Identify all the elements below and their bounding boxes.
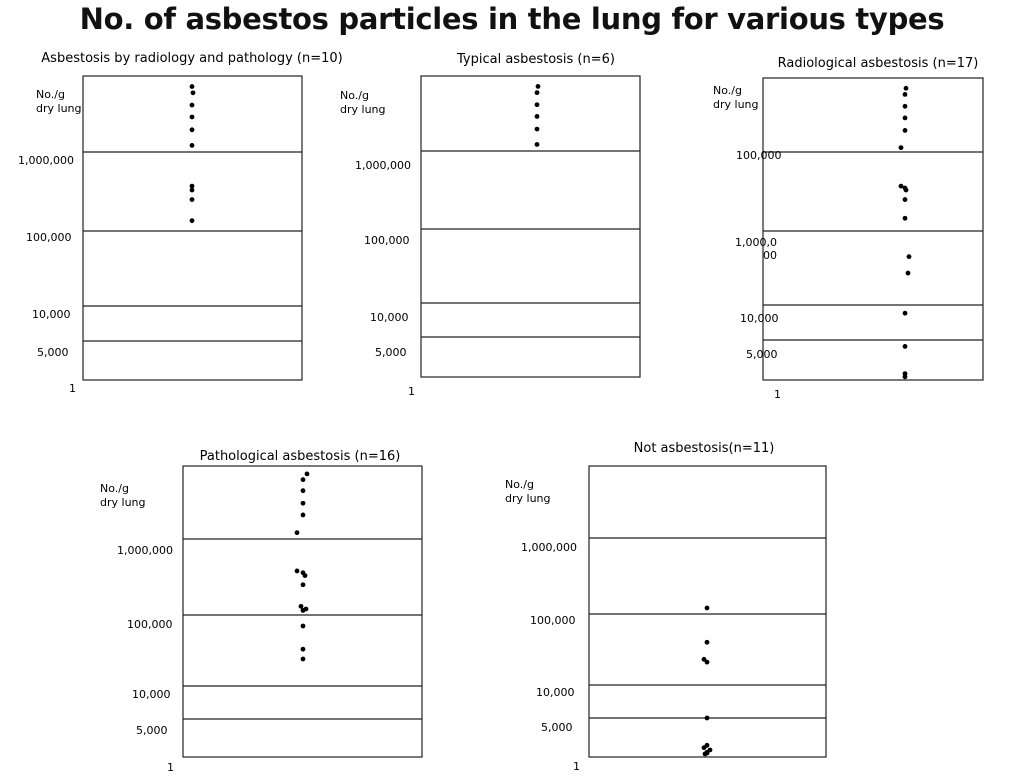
tick-label: 5,000 bbox=[375, 346, 407, 359]
y-axis-label: No./g bbox=[36, 88, 65, 101]
data-point bbox=[190, 84, 195, 89]
y-axis-label: dry lung bbox=[36, 102, 82, 115]
data-point bbox=[536, 84, 541, 89]
chart-title: Radiological asbestosis (n=17) bbox=[777, 56, 979, 71]
data-point bbox=[301, 647, 306, 652]
data-point bbox=[904, 86, 909, 91]
data-point bbox=[907, 254, 912, 259]
data-point bbox=[903, 115, 908, 120]
data-point bbox=[904, 188, 909, 193]
data-point bbox=[705, 660, 710, 665]
tick-label: 10,000 bbox=[370, 311, 409, 324]
y-axis-label: dry lung bbox=[100, 496, 146, 509]
data-point bbox=[535, 114, 540, 119]
data-point bbox=[535, 90, 540, 95]
tick-label: 10,000 bbox=[32, 308, 71, 321]
plot-frame bbox=[421, 76, 640, 377]
data-point bbox=[702, 745, 707, 750]
page-title: No. of asbestos particles in the lung for various types bbox=[79, 2, 945, 36]
data-point bbox=[190, 197, 195, 202]
tick-label: 00 bbox=[763, 249, 777, 262]
data-point bbox=[535, 102, 540, 107]
data-point bbox=[705, 716, 710, 721]
data-point bbox=[703, 751, 708, 756]
data-point bbox=[191, 90, 196, 95]
data-point bbox=[190, 143, 195, 148]
tick-label: 10,000 bbox=[132, 688, 171, 701]
data-point bbox=[899, 145, 904, 150]
tick-label: 100,000 bbox=[736, 149, 782, 162]
y-axis-label: No./g bbox=[100, 482, 129, 495]
tick-label: 100,000 bbox=[127, 618, 173, 631]
data-point bbox=[705, 606, 710, 611]
chart-panel bbox=[100, 449, 422, 774]
plot-frame bbox=[763, 78, 983, 380]
chart-panel bbox=[18, 51, 343, 395]
data-point bbox=[301, 582, 306, 587]
tick-label: 100,000 bbox=[530, 614, 576, 627]
tick-label: 1 bbox=[774, 388, 781, 401]
chart-title: Typical asbestosis (n=6) bbox=[457, 52, 615, 67]
data-point bbox=[903, 216, 908, 221]
chart-title: Pathological asbestosis (n=16) bbox=[199, 449, 401, 464]
tick-label: 1,000,000 bbox=[355, 159, 411, 172]
y-axis-label: dry lung bbox=[505, 492, 551, 505]
data-point bbox=[705, 640, 710, 645]
chart-panel bbox=[505, 441, 826, 773]
data-point bbox=[903, 104, 908, 109]
tick-label: 5,000 bbox=[746, 348, 778, 361]
tick-label: 1,000,0 bbox=[735, 236, 777, 249]
data-point bbox=[903, 128, 908, 133]
data-point bbox=[906, 271, 911, 276]
y-axis-label: dry lung bbox=[340, 103, 386, 116]
chart-title: Asbestosis by radiology and pathology (n=10) bbox=[41, 51, 343, 66]
data-point bbox=[301, 488, 306, 493]
tick-label: 1 bbox=[167, 761, 174, 774]
tick-label: 1 bbox=[573, 760, 580, 773]
data-point bbox=[903, 311, 908, 316]
tick-label: 1,000,000 bbox=[521, 541, 577, 554]
data-point bbox=[903, 344, 908, 349]
data-point bbox=[190, 103, 195, 108]
data-point bbox=[903, 92, 908, 97]
tick-label: 5,000 bbox=[37, 346, 69, 359]
tick-label: 5,000 bbox=[136, 724, 168, 737]
tick-label: 10,000 bbox=[740, 312, 779, 325]
data-point bbox=[295, 530, 300, 535]
data-point bbox=[301, 501, 306, 506]
tick-label: 1 bbox=[408, 385, 415, 398]
data-point bbox=[190, 218, 195, 223]
tick-label: 10,000 bbox=[536, 686, 575, 699]
data-point bbox=[903, 374, 908, 379]
y-axis-label: No./g bbox=[713, 84, 742, 97]
plot-frame bbox=[83, 76, 302, 380]
data-point bbox=[190, 127, 195, 132]
data-point bbox=[301, 657, 306, 662]
data-point bbox=[295, 569, 300, 574]
data-point bbox=[190, 115, 195, 120]
data-point bbox=[301, 513, 306, 518]
chart-panel bbox=[713, 56, 983, 401]
data-point bbox=[535, 142, 540, 147]
y-axis-label: No./g bbox=[505, 478, 534, 491]
tick-label: 5,000 bbox=[541, 721, 573, 734]
tick-label: 100,000 bbox=[26, 231, 72, 244]
plot-frame bbox=[589, 466, 826, 757]
data-point bbox=[903, 197, 908, 202]
data-point bbox=[301, 608, 306, 613]
tick-label: 1,000,000 bbox=[18, 154, 74, 167]
data-point bbox=[303, 573, 308, 578]
y-axis-label: No./g bbox=[340, 89, 369, 102]
y-axis-label: dry lung bbox=[713, 98, 759, 111]
tick-label: 100,000 bbox=[364, 234, 410, 247]
tick-label: 1 bbox=[69, 382, 76, 395]
data-point bbox=[190, 188, 195, 193]
data-point bbox=[301, 477, 306, 482]
data-point bbox=[305, 472, 310, 477]
chart-panel bbox=[340, 52, 640, 398]
chart-title: Not asbestosis(n=11) bbox=[633, 441, 775, 456]
tick-label: 1,000,000 bbox=[117, 544, 173, 557]
data-point bbox=[301, 624, 306, 629]
data-point bbox=[535, 127, 540, 132]
